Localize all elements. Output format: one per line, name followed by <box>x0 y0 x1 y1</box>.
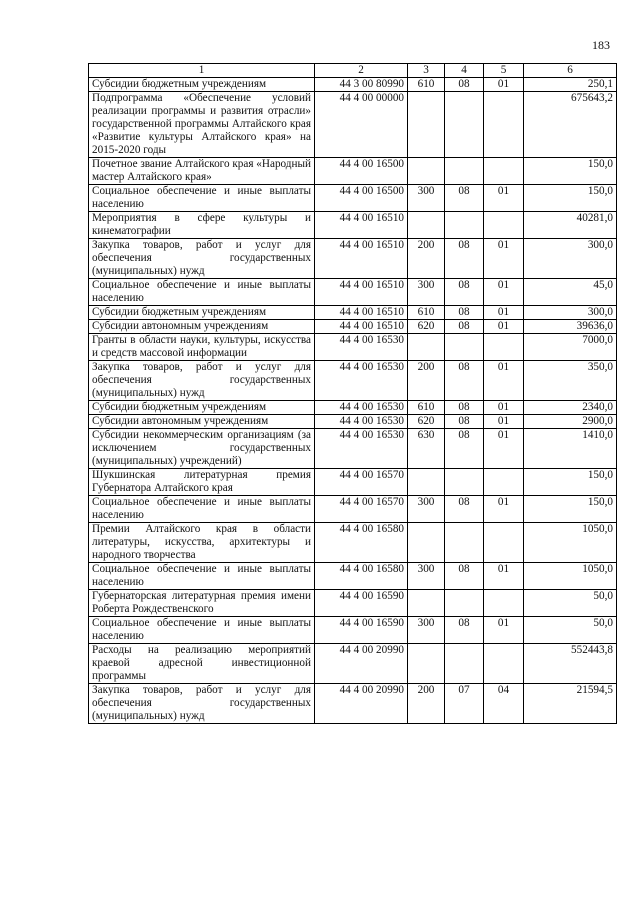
section-cell: 08 <box>445 496 484 523</box>
subsection-cell: 01 <box>484 563 524 590</box>
expense-type-cell <box>408 523 445 563</box>
amount-cell: 150,0 <box>524 185 617 212</box>
item-name-cell: Почетное звание Алтайского края «Народный мастер Алтайского края» <box>89 158 315 185</box>
table-row <box>89 158 617 185</box>
expense-type-cell: 620 <box>408 415 445 429</box>
section-cell: 08 <box>445 279 484 306</box>
amount-cell: 2340,0 <box>524 401 617 415</box>
table-row <box>89 469 617 496</box>
amount-cell: 150,0 <box>524 469 617 496</box>
amount-cell: 45,0 <box>524 279 617 306</box>
table-row <box>89 78 617 92</box>
section-cell <box>445 92 484 158</box>
section-cell: 07 <box>445 684 484 724</box>
target-code-cell: 44 4 00 16530 <box>315 401 408 415</box>
item-name-cell: Субсидии бюджетным учреждениям <box>89 78 315 92</box>
table-row <box>89 523 617 563</box>
expense-type-cell <box>408 590 445 617</box>
item-name-cell: Премии Алтайского края в области литературы, искусства, архитектуры и народного творчества <box>89 523 315 563</box>
target-code-cell: 44 4 00 16530 <box>315 415 408 429</box>
subsection-cell: 01 <box>484 306 524 320</box>
expense-type-cell <box>408 334 445 361</box>
column-header: 3 <box>408 64 445 78</box>
expense-type-cell: 300 <box>408 496 445 523</box>
amount-cell: 21594,5 <box>524 684 617 724</box>
amount-cell: 350,0 <box>524 361 617 401</box>
item-name-cell: Социальное обеспечение и иные выплаты населению <box>89 563 315 590</box>
amount-cell: 1050,0 <box>524 523 617 563</box>
subsection-cell <box>484 158 524 185</box>
table-row <box>89 239 617 279</box>
item-name-cell: Гранты в области науки, культуры, искусства и средств массовой информации <box>89 334 315 361</box>
item-name-cell: Расходы на реализацию мероприятий краевой адресной инвестиционной программы <box>89 644 315 684</box>
target-code-cell: 44 4 00 16590 <box>315 590 408 617</box>
item-name-cell: Закупка товаров, работ и услуг для обеспечения государственных (муниципальных) нужд <box>89 239 315 279</box>
table-body <box>89 78 617 724</box>
expense-type-cell: 300 <box>408 563 445 590</box>
target-code-cell: 44 4 00 16510 <box>315 279 408 306</box>
amount-cell: 7000,0 <box>524 334 617 361</box>
item-name-cell: Субсидии бюджетным учреждениям <box>89 401 315 415</box>
item-name-cell: Закупка товаров, работ и услуг для обеспечения государственных (муниципальных) нужд <box>89 361 315 401</box>
table-row <box>89 684 617 724</box>
expense-type-cell <box>408 92 445 158</box>
subsection-cell: 01 <box>484 279 524 306</box>
table-row <box>89 361 617 401</box>
subsection-cell <box>484 644 524 684</box>
section-cell: 08 <box>445 239 484 279</box>
item-name-cell: Субсидии автономным учреждениям <box>89 320 315 334</box>
table-row <box>89 496 617 523</box>
amount-cell: 300,0 <box>524 239 617 279</box>
amount-cell: 40281,0 <box>524 212 617 239</box>
subsection-cell <box>484 334 524 361</box>
table-row <box>89 429 617 469</box>
target-code-cell: 44 3 00 80990 <box>315 78 408 92</box>
table-row <box>89 185 617 212</box>
table-row <box>89 401 617 415</box>
table-row <box>89 92 617 158</box>
target-code-cell: 44 4 00 16510 <box>315 320 408 334</box>
target-code-cell: 44 4 00 16510 <box>315 212 408 239</box>
table-row <box>89 644 617 684</box>
section-cell <box>445 644 484 684</box>
item-name-cell: Социальное обеспечение и иные выплаты населению <box>89 617 315 644</box>
section-cell: 08 <box>445 563 484 590</box>
item-name-cell: Подпрограмма «Обеспечение условий реализации программы и развития отрасли» государственной программы Алтайского края «Развитие культуры Алтайского края» на 2015-2020 годы <box>89 92 315 158</box>
expense-type-cell: 200 <box>408 361 445 401</box>
table-row <box>89 415 617 429</box>
target-code-cell: 44 4 00 16510 <box>315 306 408 320</box>
expense-type-cell: 300 <box>408 185 445 212</box>
subsection-cell: 04 <box>484 684 524 724</box>
section-cell <box>445 334 484 361</box>
item-name-cell: Закупка товаров, работ и услуг для обеспечения государственных (муниципальных) нужд <box>89 684 315 724</box>
target-code-cell: 44 4 00 16500 <box>315 158 408 185</box>
column-header: 5 <box>484 64 524 78</box>
subsection-cell <box>484 212 524 239</box>
subsection-cell: 01 <box>484 401 524 415</box>
target-code-cell: 44 4 00 16500 <box>315 185 408 212</box>
table-row <box>89 279 617 306</box>
item-name-cell: Губернаторская литературная премия имени Роберта Рождественского <box>89 590 315 617</box>
section-cell <box>445 590 484 617</box>
section-cell: 08 <box>445 429 484 469</box>
section-cell: 08 <box>445 185 484 212</box>
column-header: 2 <box>315 64 408 78</box>
target-code-cell: 44 4 00 20990 <box>315 644 408 684</box>
subsection-cell: 01 <box>484 617 524 644</box>
amount-cell: 150,0 <box>524 158 617 185</box>
section-cell <box>445 158 484 185</box>
expense-type-cell: 610 <box>408 306 445 320</box>
expense-type-cell <box>408 158 445 185</box>
expense-type-cell <box>408 212 445 239</box>
expense-type-cell: 300 <box>408 279 445 306</box>
subsection-cell: 01 <box>484 78 524 92</box>
target-code-cell: 44 4 00 00000 <box>315 92 408 158</box>
table-row <box>89 306 617 320</box>
expense-type-cell: 620 <box>408 320 445 334</box>
subsection-cell <box>484 469 524 496</box>
table-row <box>89 212 617 239</box>
subsection-cell: 01 <box>484 320 524 334</box>
target-code-cell: 44 4 00 16530 <box>315 361 408 401</box>
subsection-cell: 01 <box>484 361 524 401</box>
item-name-cell: Субсидии бюджетным учреждениям <box>89 306 315 320</box>
column-header: 4 <box>445 64 484 78</box>
table-row <box>89 320 617 334</box>
subsection-cell: 01 <box>484 429 524 469</box>
target-code-cell: 44 4 00 16530 <box>315 429 408 469</box>
section-cell: 08 <box>445 78 484 92</box>
expense-type-cell: 200 <box>408 684 445 724</box>
table-row <box>89 617 617 644</box>
item-name-cell: Социальное обеспечение и иные выплаты населению <box>89 185 315 212</box>
section-cell: 08 <box>445 401 484 415</box>
subsection-cell <box>484 523 524 563</box>
target-code-cell: 44 4 00 16590 <box>315 617 408 644</box>
section-cell: 08 <box>445 617 484 644</box>
subsection-cell <box>484 92 524 158</box>
subsection-cell <box>484 590 524 617</box>
amount-cell: 552443,8 <box>524 644 617 684</box>
subsection-cell: 01 <box>484 415 524 429</box>
section-cell: 08 <box>445 361 484 401</box>
section-cell <box>445 212 484 239</box>
amount-cell: 250,1 <box>524 78 617 92</box>
target-code-cell: 44 4 00 16580 <box>315 563 408 590</box>
expense-type-cell: 300 <box>408 617 445 644</box>
item-name-cell: Социальное обеспечение и иные выплаты населению <box>89 279 315 306</box>
target-code-cell: 44 4 00 16510 <box>315 239 408 279</box>
expense-type-cell: 200 <box>408 239 445 279</box>
subsection-cell: 01 <box>484 239 524 279</box>
expense-type-cell: 630 <box>408 429 445 469</box>
amount-cell: 1050,0 <box>524 563 617 590</box>
target-code-cell: 44 4 00 20990 <box>315 684 408 724</box>
amount-cell: 150,0 <box>524 496 617 523</box>
target-code-cell: 44 4 00 16570 <box>315 469 408 496</box>
item-name-cell: Шукшинская литературная премия Губернатора Алтайского края <box>89 469 315 496</box>
subsection-cell: 01 <box>484 496 524 523</box>
expense-type-cell: 610 <box>408 78 445 92</box>
budget-table <box>88 63 617 724</box>
section-cell: 08 <box>445 320 484 334</box>
subsection-cell: 01 <box>484 185 524 212</box>
column-header: 1 <box>89 64 315 78</box>
target-code-cell: 44 4 00 16570 <box>315 496 408 523</box>
header-row <box>89 64 617 78</box>
amount-cell: 675643,2 <box>524 92 617 158</box>
section-cell: 08 <box>445 415 484 429</box>
amount-cell: 1410,0 <box>524 429 617 469</box>
table-row <box>89 563 617 590</box>
item-name-cell: Социальное обеспечение и иные выплаты населению <box>89 496 315 523</box>
amount-cell: 50,0 <box>524 617 617 644</box>
amount-cell: 2900,0 <box>524 415 617 429</box>
section-cell <box>445 523 484 563</box>
table-row <box>89 590 617 617</box>
expense-type-cell <box>408 469 445 496</box>
item-name-cell: Субсидии некоммерческим организациям (за исключением государственных (муниципальных) учреждений) <box>89 429 315 469</box>
table-row <box>89 334 617 361</box>
amount-cell: 300,0 <box>524 306 617 320</box>
item-name-cell: Субсидии автономным учреждениям <box>89 415 315 429</box>
expense-type-cell <box>408 644 445 684</box>
amount-cell: 39636,0 <box>524 320 617 334</box>
section-cell <box>445 469 484 496</box>
item-name-cell: Мероприятия в сфере культуры и кинематографии <box>89 212 315 239</box>
expense-type-cell: 610 <box>408 401 445 415</box>
target-code-cell: 44 4 00 16530 <box>315 334 408 361</box>
section-cell: 08 <box>445 306 484 320</box>
column-header: 6 <box>524 64 617 78</box>
page-number: 183 <box>592 38 610 52</box>
target-code-cell: 44 4 00 16580 <box>315 523 408 563</box>
amount-cell: 50,0 <box>524 590 617 617</box>
